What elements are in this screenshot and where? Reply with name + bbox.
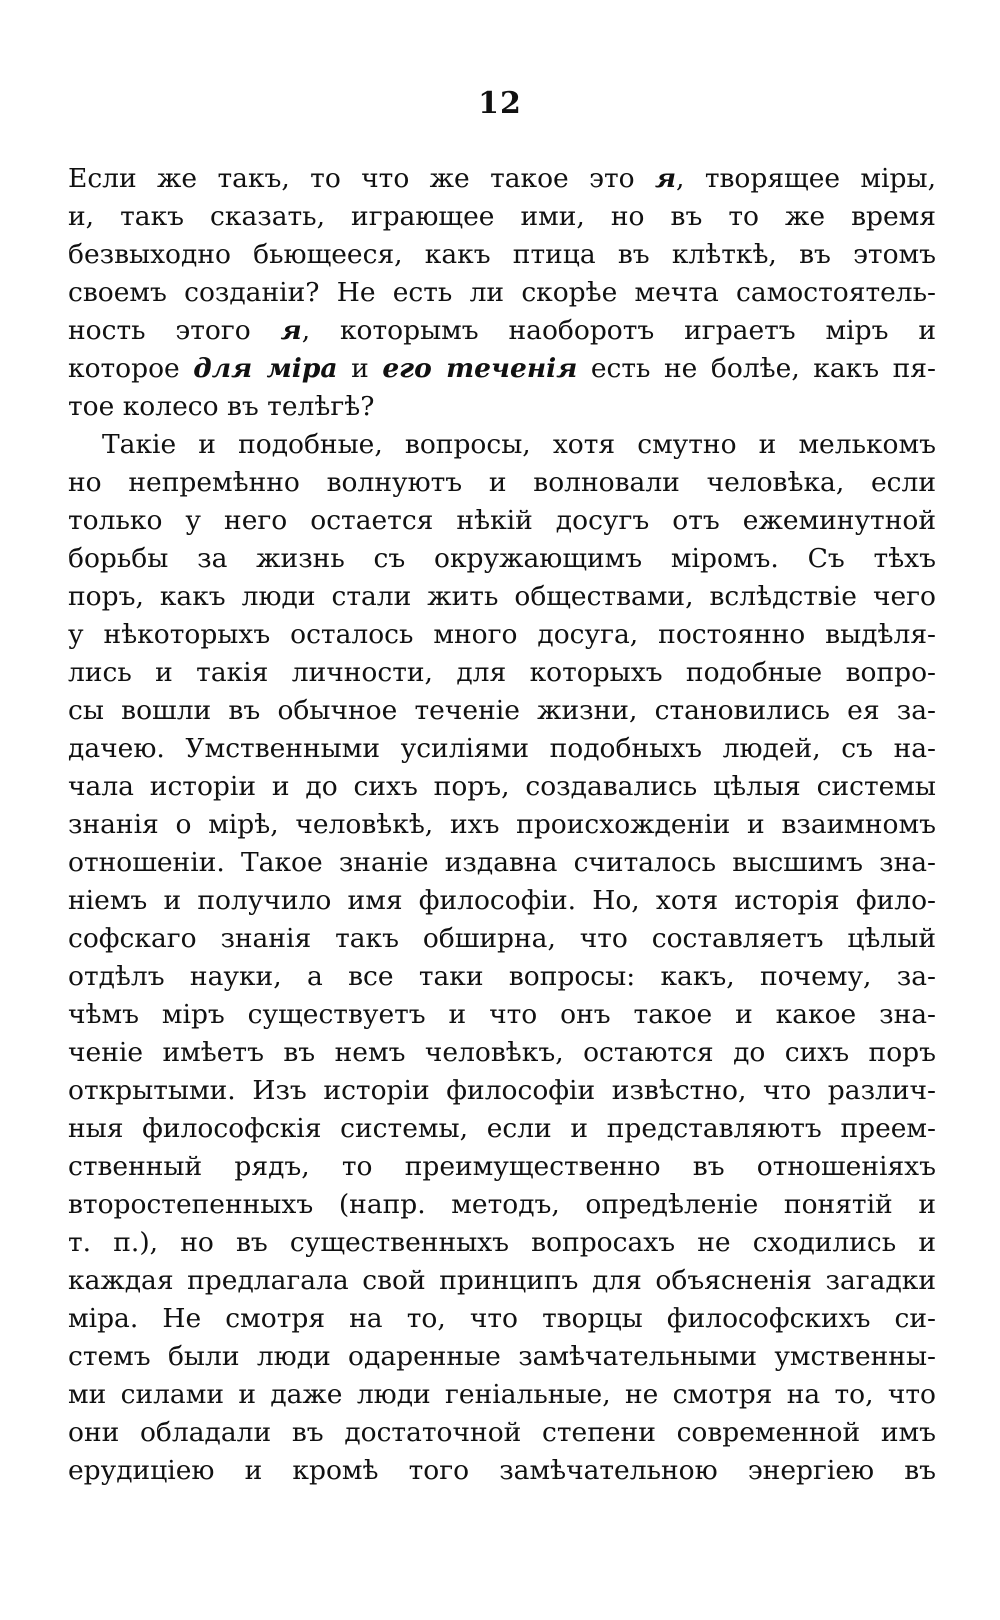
- text-line: [68, 540, 936, 578]
- text-line: [68, 1300, 936, 1338]
- text-segment: ченіе имѣетъ въ немъ человѣкъ, остаются до сихъ поръ: [68, 1037, 936, 1068]
- text-segment: Такіе и подобные, вопросы, хотя смутно и мелькомъ: [102, 429, 936, 460]
- text-line: [68, 1452, 936, 1490]
- page-number: 12: [478, 86, 522, 121]
- text-line: [68, 160, 936, 198]
- italic-segment: для міра: [193, 353, 338, 384]
- text-segment: знанія о мірѣ, человѣкѣ, ихъ происхожденіи и взаимномъ: [68, 809, 936, 840]
- text-segment: поръ, какъ люди стали жить обществами, вслѣдствіе чего: [68, 581, 936, 612]
- text-line: [68, 274, 936, 312]
- text-segment: они обладали въ достаточной степени современной имъ: [68, 1417, 936, 1448]
- text-segment: своемъ созданіи? Не есть ли скорѣе мечта самостоятель-: [68, 277, 936, 308]
- text-line: [68, 1186, 936, 1224]
- text-line: [68, 730, 936, 768]
- text-segment: ми силами и даже люди геніальные, не смотря на то, что: [68, 1379, 936, 1410]
- text-segment: открытыми. Изъ исторіи философіи извѣстно, что различ-: [68, 1075, 936, 1106]
- italic-segment: я: [280, 315, 302, 346]
- italic-segment: его теченія: [382, 353, 578, 384]
- text-line: [68, 920, 936, 958]
- text-segment: борьбы за жизнь съ окружающимъ міромъ. Съ тѣхъ: [68, 543, 936, 574]
- text-line: [68, 388, 936, 426]
- text-line: [68, 1034, 936, 1072]
- text-line: [68, 1224, 936, 1262]
- text-segment: которое: [68, 353, 194, 384]
- text-segment: ніемъ и получило имя философіи. Но, хотя исторія фило-: [68, 885, 936, 916]
- text-segment: Если же такъ, то что же такое это: [68, 163, 655, 194]
- text-segment: сы вошли въ обычное теченіе жизни, становились ея за-: [68, 695, 936, 726]
- text-segment: ныя философскія системы, если и представляютъ преем-: [68, 1113, 936, 1144]
- text-line: [68, 502, 936, 540]
- text-line: [68, 996, 936, 1034]
- text-segment: , которымъ наоборотъ играетъ міръ и: [301, 315, 936, 346]
- text-segment: стемъ были люди одаренные замѣчательными умственны-: [68, 1341, 936, 1372]
- text-line: [68, 1262, 936, 1300]
- text-line: [68, 882, 936, 920]
- text-segment: у нѣкоторыхъ осталось много досуга, постоянно выдѣля-: [68, 619, 936, 650]
- text-segment: отдѣлъ науки, а все таки вопросы: какъ, почему, за-: [68, 961, 936, 992]
- text-line: [68, 426, 936, 464]
- text-line: [68, 616, 936, 654]
- text-line: [68, 768, 936, 806]
- text-line: [68, 844, 936, 882]
- text-segment: міра. Не смотря на то, что творцы философскихъ си-: [68, 1303, 936, 1334]
- page-text: [68, 160, 936, 1490]
- text-segment: безвыходно бьющееся, какъ птица въ клѣткѣ, въ этомъ: [68, 239, 936, 270]
- text-segment: каждая предлагала свой принципъ для объясненія загадки: [68, 1265, 936, 1296]
- text-segment: чала исторіи и до сихъ поръ, создавались цѣлыя системы: [68, 771, 936, 802]
- text-segment: есть не болѣе, какъ пя-: [577, 353, 936, 384]
- text-segment: отношеніи. Такое знаніе издавна считалось высшимъ зна-: [68, 847, 936, 878]
- text-segment: но непремѣнно волнуютъ и волновали человѣка, если: [68, 467, 936, 498]
- text-line: [68, 1110, 936, 1148]
- text-line: [68, 806, 936, 844]
- text-segment: и: [337, 353, 383, 384]
- text-line: [68, 1148, 936, 1186]
- text-line: [68, 464, 936, 502]
- text-segment: чѣмъ міръ существуетъ и что онъ такое и какое зна-: [68, 999, 936, 1030]
- text-segment: тое колесо въ телѣгѣ?: [68, 391, 375, 422]
- text-line: [68, 198, 936, 236]
- text-line: [68, 236, 936, 274]
- text-line: [68, 1072, 936, 1110]
- text-line: [68, 692, 936, 730]
- text-segment: и, такъ сказать, играющее ими, но въ то же время: [68, 201, 936, 232]
- text-line: [68, 350, 936, 388]
- text-line: [68, 578, 936, 616]
- text-line: [68, 1338, 936, 1376]
- text-segment: , творящее міры,: [676, 163, 936, 194]
- text-segment: ственный рядъ, то преимущественно въ отношеніяхъ: [68, 1151, 936, 1182]
- text-segment: дачею. Умственными усиліями подобныхъ людей, съ на-: [68, 733, 936, 764]
- text-segment: второстепенныхъ (напр. методъ, опредѣленіе понятій и: [68, 1189, 936, 1220]
- text-segment: ерудиціею и кромѣ того замѣчательною энергіею въ: [68, 1455, 936, 1486]
- text-segment: только у него остается нѣкій досугъ отъ ежеминутной: [68, 505, 936, 536]
- text-line: [68, 312, 936, 350]
- text-segment: ность этого: [68, 315, 281, 346]
- text-line: [68, 654, 936, 692]
- text-line: [68, 958, 936, 996]
- text-line: [68, 1376, 936, 1414]
- text-segment: т. п.), но въ существенныхъ вопросахъ не сходились и: [68, 1227, 936, 1258]
- text-segment: лись и такія личности, для которыхъ подобные вопро-: [68, 657, 936, 688]
- text-segment: софскаго знанія такъ обширна, что составляетъ цѣлый: [68, 923, 936, 954]
- italic-segment: я: [654, 163, 677, 194]
- text-line: [68, 1414, 936, 1452]
